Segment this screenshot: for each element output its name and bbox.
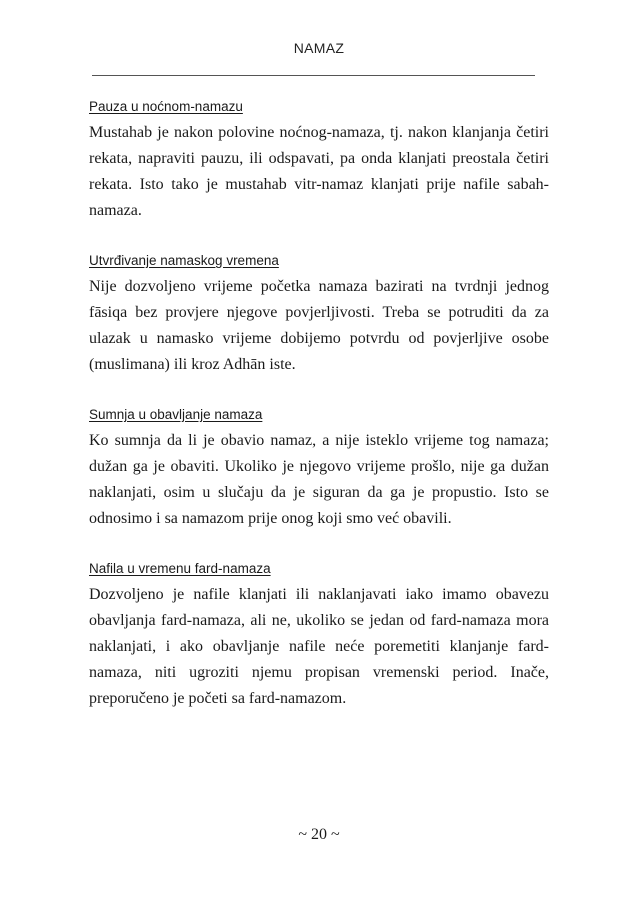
section-utvrdjivanje	[89, 251, 549, 378]
section-body: Ko sumnja da li je obavio namaz, a nije isteklo vrijeme tog namaza; dužan ga je obaviti. Ukoliko je njegovo vrijeme prošlo, nije ga dužan naklanjati, osim u slučaju da je siguran da ga je propustio. Isto se odnosimo i sa namazom prije onog koji smo već obavili.	[89, 432, 549, 527]
page-number: ~ 20 ~	[298, 826, 340, 843]
section-pauza	[89, 97, 549, 224]
section-body: Mustahab je nakon polovine noćnog-namaza, tj. nakon klanjanja četiri rekata, napraviti pauzu, ili odspavati, pa onda klanjati preostala četiri rekata. Isto tako je mustahab vitr-namaz klanjati prije nafile sabah-namaza.	[89, 124, 549, 219]
section-heading: Sumnja u obavljanje namaza	[89, 407, 263, 422]
section-heading: Nafila u vremenu fard-namaza	[89, 561, 271, 576]
section-nafila	[89, 559, 549, 712]
page-content	[89, 97, 549, 739]
section-body: Dozvoljeno je nafile klanjati ili naklanjavati iako imamo obavezu obavljanja fard-namaza, ali ne, ukoliko se jedan od fard-namaza mora naklanjati, i ako obavljanje nafile neće poremetiti klanjanje fard-namaza, niti ugroziti njemu propisan vremenski period. Inače, preporučeno je početi sa fard-namazom.	[89, 586, 549, 707]
header-divider	[92, 75, 535, 76]
section-sumnja	[89, 405, 549, 532]
section-heading: Pauza u noćnom-namazu	[89, 99, 243, 114]
section-body: Nije dozvoljeno vrijeme početka namaza bazirati na tvrdnji jednog fāsiqa bez provjere njegove povjerljivosti. Treba se potruditi da za ulazak u namasko vrijeme dobijemo potvrdu od povjerljive osobe (muslimana) ili kroz Adhān iste.	[89, 278, 549, 373]
section-heading: Utvrđivanje namaskog vremena	[89, 253, 279, 268]
running-header-title: NAMAZ	[293, 40, 345, 56]
